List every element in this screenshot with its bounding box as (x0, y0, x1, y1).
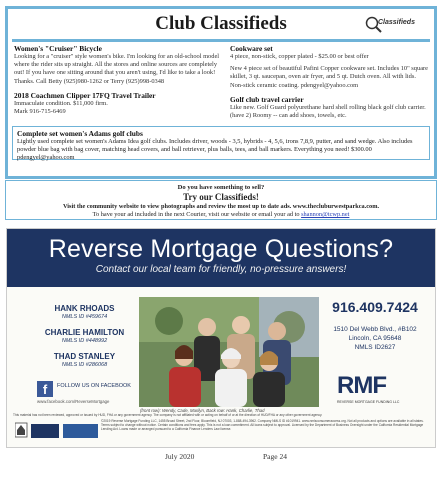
rmf-logo-subtitle: REVERSE MORTGAGE FUNDING LLC (337, 400, 400, 404)
ad-heading: Golf club travel carrier (230, 94, 304, 104)
classifieds-title: Club Classifieds (155, 13, 287, 34)
ad-headline: Reverse Mortgage Questions? (48, 235, 394, 263)
ad-body: Like new. Golf Guard polyurethane hard shell rolling black golf club carrier. (have 2) Roomy -- can add shoes, towels, etc. (230, 103, 426, 120)
classifieds-box (5, 6, 437, 179)
sell-email-note (6, 211, 436, 219)
ad-contact-block (325, 299, 425, 352)
legal-disclaimer-top: This material has not been reviewed, approved or issued by HUD, FHA or any government agency. The company is not affiliated with or acting on behalf of or at the direction of HUD/FHA or any other government agency. (13, 413, 323, 417)
sell-email-prefix: To have your ad included in the next Courier, visit our website or email your ad to (92, 211, 302, 218)
ad-subheadline: Contact our local team for friendly, no-pressure answers! (95, 264, 347, 275)
ad-body: Looking for a "cruiser" style women's bike. I'm looking for an old-school model where the rider sits up straight. All the stores and online sources are completely out! If you have one sitting around that you aren't using, I'd like to take a look! Thanks. Call Betty (925)980-1262 or Terry (925)998-0348 (14, 53, 220, 85)
phone-number[interactable]: 916.409.7424 (332, 299, 418, 315)
facebook-icon: f (37, 381, 53, 397)
address-line: 1510 Del Webb Blvd., #B102 (333, 326, 417, 333)
sell-website-note: Visit the community website to view photographs and review the most up to date ads. www.thecluburwestparkca.com. (62, 203, 380, 210)
team-member-nmls: NMLS ID #459674 (61, 314, 108, 320)
ad-heading: 2018 Coachmen Clipper 17FQ Travel Trailer (14, 90, 156, 100)
team-member-name: CHARLIE HAMILTON (44, 328, 125, 337)
team-photo (139, 297, 319, 407)
ad-contact: Mark 916-715-6469 (14, 108, 66, 116)
ad-body: New 4 piece set of beautiful Pafini Copper cookware set. Includes 10" square skillet, 3 qt. saucepan, oven air fryer, and 5 qt. Dutch oven. All with lids. Non-stick ceramic coating. pdengyel@yahoo.com (230, 65, 428, 89)
title-divider (12, 39, 430, 42)
team-member-name: THAD STANLEY (53, 352, 116, 361)
footer-page: Page 24 (263, 452, 287, 461)
team-member-nmls: NMLS ID #448992 (61, 338, 108, 344)
ad-body: Immaculate condition. $11,000 firm. (14, 99, 108, 107)
team-names (37, 304, 132, 369)
certification-logos-icon (15, 421, 100, 443)
facebook-text: FOLLOW US ON FACEBOOK (57, 383, 131, 389)
ad-heading: Cookware set (230, 44, 273, 53)
sell-promo-box (5, 180, 437, 220)
team-member-nmls: NMLS ID #286068 (61, 362, 108, 368)
rmf-logo-letters: RMF (337, 372, 386, 399)
team-member-name: HANK RHOADS (54, 304, 115, 313)
ad-body: 4 piece, non-stick, copper plated - $25.00 or best offer (230, 53, 369, 60)
golf-clubs-ad (12, 126, 430, 160)
company-nmls: NMLS ID2627 (354, 344, 396, 351)
reverse-mortgage-ad (6, 228, 436, 448)
sell-question: Do you have something to sell? (177, 184, 265, 191)
ad-heading: Women's "Cruiser" Bicycle (14, 44, 102, 53)
facebook-url: www.facebook.com/ReverseMortgage (37, 399, 110, 404)
email-link[interactable]: shannon@tcwp.net (301, 211, 350, 218)
classifieds-logo-text: Classifieds (378, 19, 415, 26)
sell-cta: Try our Classifieds! (183, 192, 259, 202)
ad-legal (13, 413, 431, 447)
ad-banner (7, 229, 435, 287)
photo-caption: (front row): Wendy, Cade, Marilyn, Back row: Hank, Charlie, Thad (140, 408, 265, 413)
ad-heading: Complete set women's Adams golf clubs (17, 129, 143, 138)
address-city: Lincoln, CA 95648 (348, 335, 402, 342)
legal-disclaimer: ©2019 Reverse Mortgage Funding LLC, 1455 Broad Street, 2nd Floor, Bloomfield, NJ 07003, 1-888-494-3962. Company NMLS ID #1019941. www.nmlsconsumeraccess.org. Not all products and options are available in all states. Terms subject to change without notice. Certain conditions and fees apply. This is not a loan commitment. All loans subject to approval. Licensed by the Department of Business Oversight under the California Residential Mortgage Lending Act. Loans made or arranged pursuant to a California Finance Lenders Law license. (101, 419, 424, 432)
classifieds-right-column (230, 44, 430, 125)
classifieds-magnifier-logo (364, 15, 424, 35)
footer-date: July 2020 (165, 452, 195, 461)
ad-body: Lightly used complete set women's Adams Idea golf clubs. Includes driver, woods - 3,5, hybrids - 4, 5,6, irons 7,8,9, putter, and sand wedge. Also includes powder blue bag with bag cover, matching head covers, and ball retriever, plus balls, tees, and ball markers. Everything you need! $300.00 pdengyel@yahoo.com (17, 138, 413, 161)
classifieds-left-column (14, 44, 220, 116)
rmf-logo (337, 372, 417, 402)
